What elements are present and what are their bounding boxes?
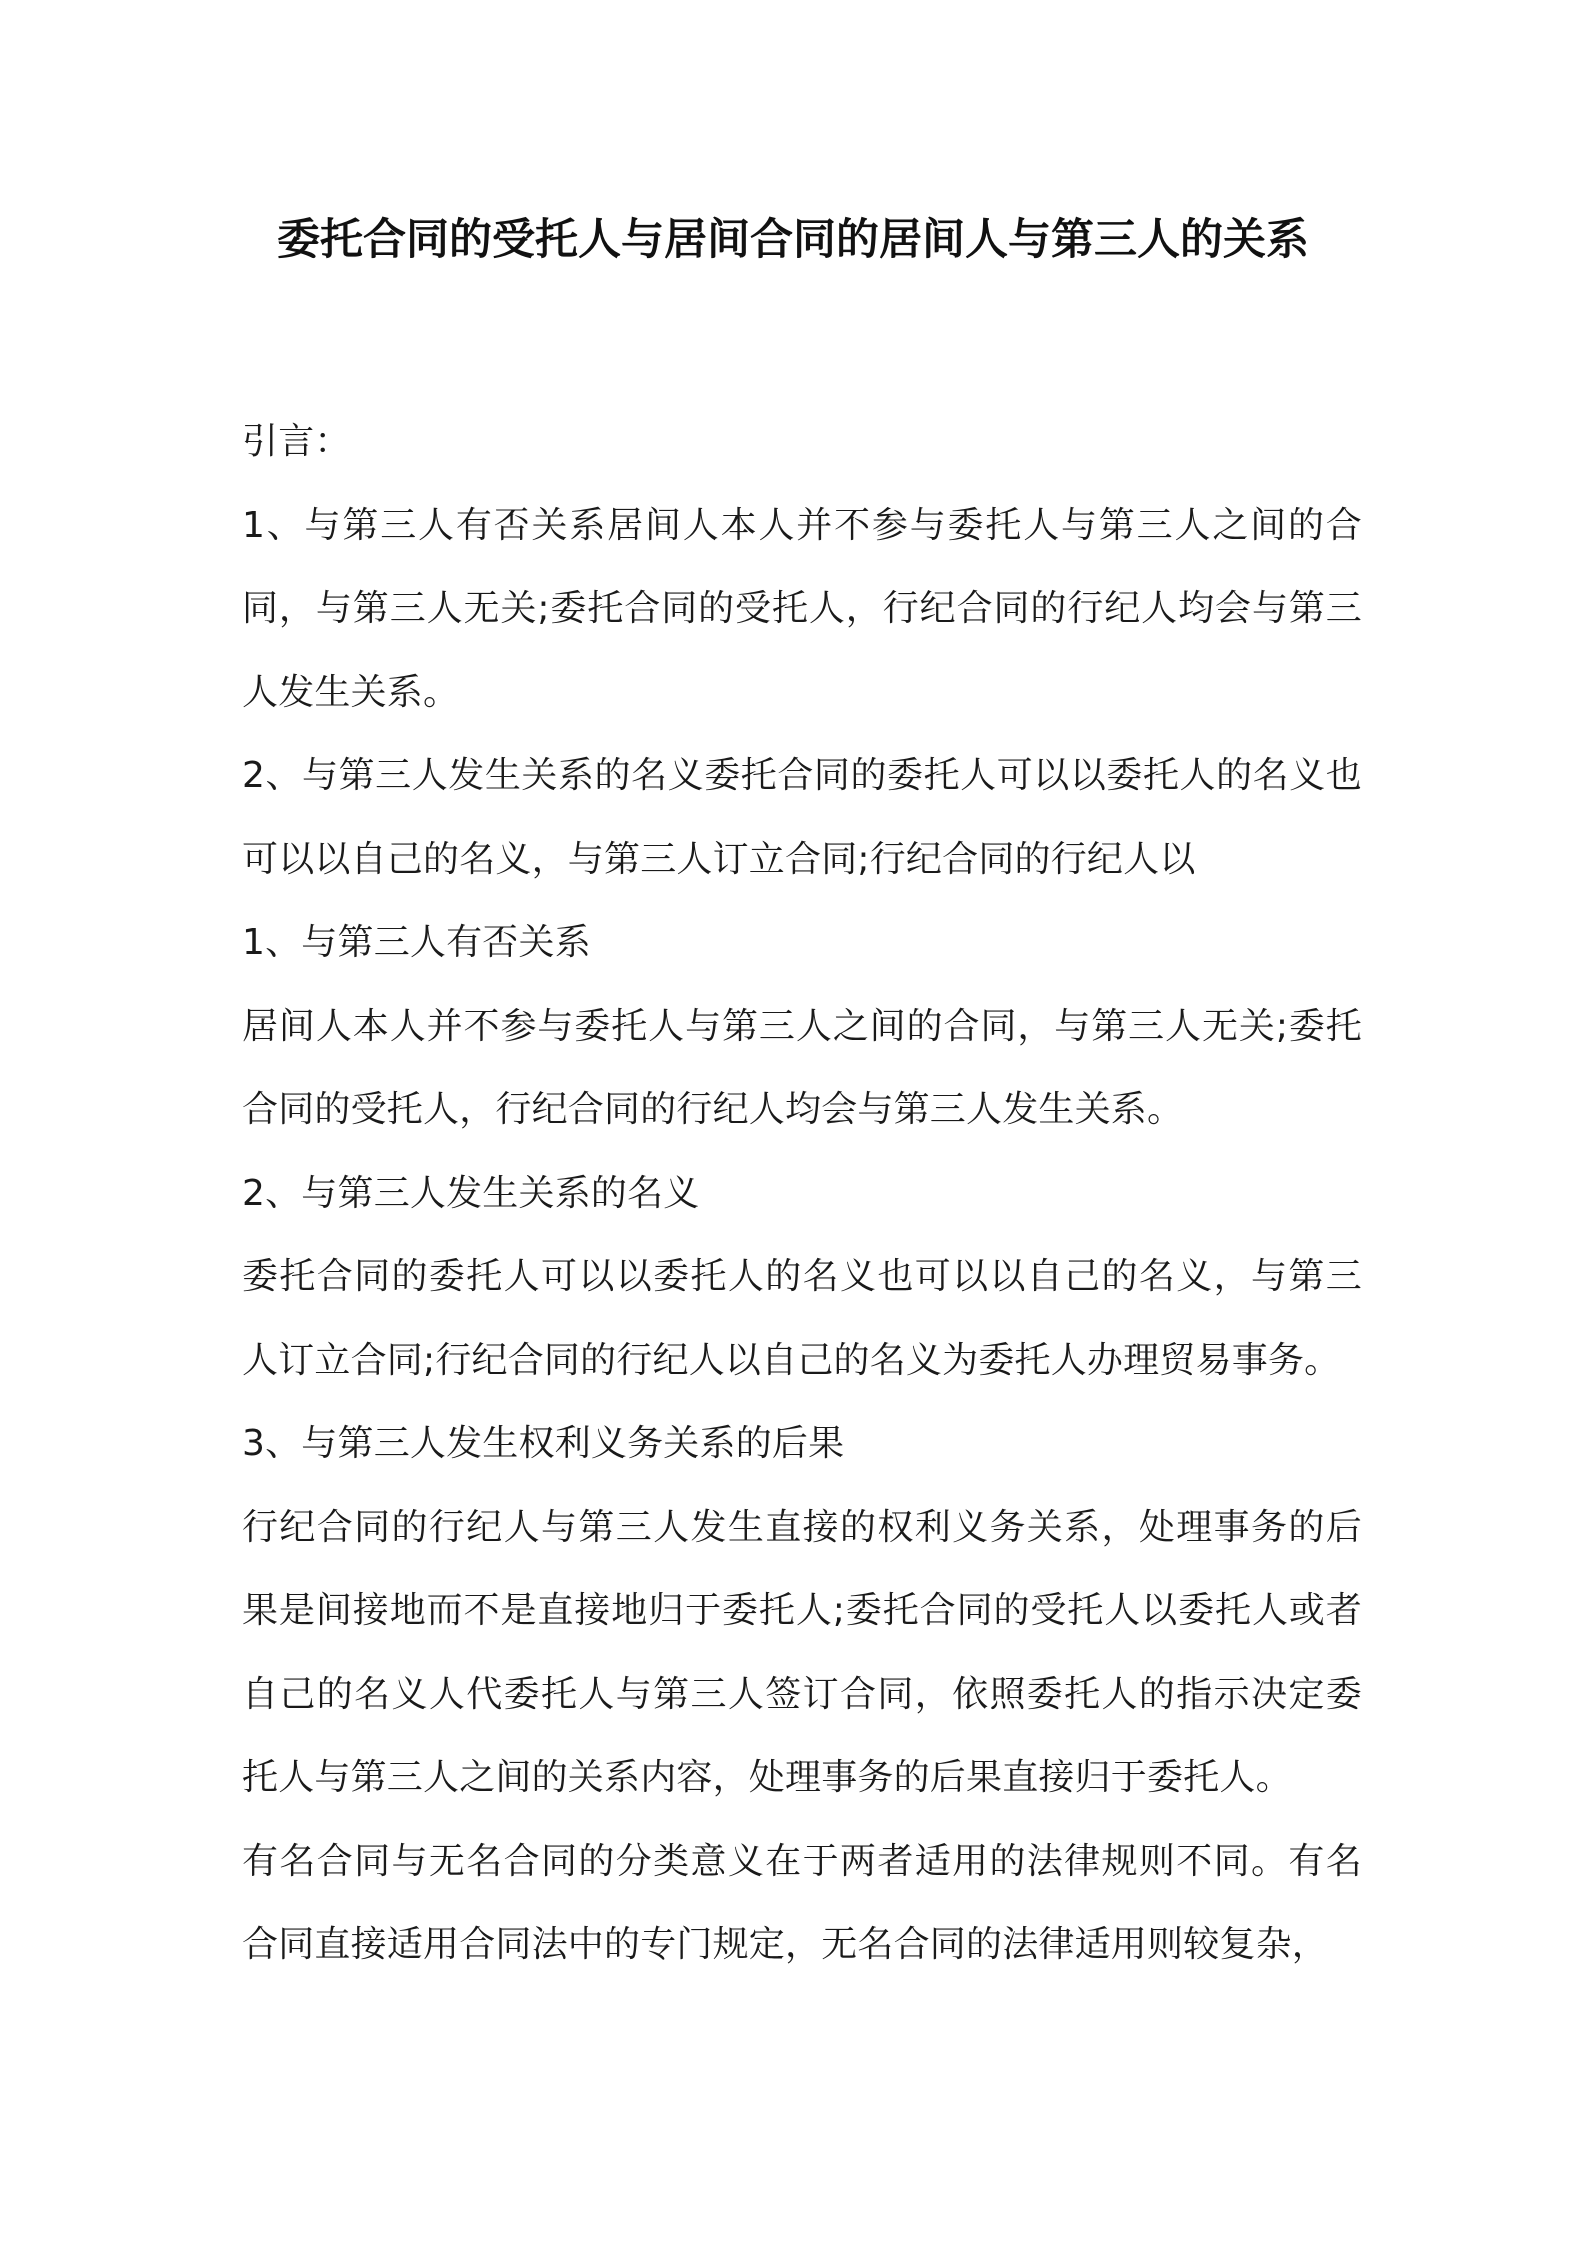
section-body-1: 居间人本人并不参与委托人与第三人之间的合同，与第三人无关;委托合同的受托人，行纪合同的行纪人均会与第三人发生关系。 — [242, 1005, 1362, 1130]
section-body-2: 委托合同的委托人可以以委托人的名义也可以以自己的名义，与第三人订立合同;行纪合同的行纪人以自己的名义为委托人办理贸易事务。 — [242, 1256, 1362, 1381]
section-body-3: 行纪合同的行纪人与第三人发生直接的权利义务关系，处理事务的后果是间接地而不是直接地归于委托人;委托合同的受托人以委托人或者自己的名义人代委托人与第三人签订合同，依照委托人的指示决定委托人与第三人之间的关系内容，处理事务的后果直接归于委托人。 — [242, 1506, 1362, 1798]
paragraph-summary-1: 1、与第三人有否关系居间人本人并不参与委托人与第三人之间的合同，与第三人无关;委托合同的受托人，行纪合同的行纪人均会与第三人发生关系。 — [242, 504, 1362, 713]
paragraph-summary-2: 2、与第三人发生关系的名义委托合同的委托人可以以委托人的名义也可以以自己的名义，与第三人订立合同;行纪合同的行纪人以 — [242, 755, 1362, 880]
intro-label: 引言： — [242, 421, 351, 462]
section-heading-1: 1、与第三人有否关系 — [242, 922, 591, 963]
section-heading-2: 2、与第三人发生关系的名义 — [242, 1172, 700, 1214]
closing-paragraph: 有名合同与无名合同的分类意义在于两者适用的法律规则不同。有名合同直接适用合同法中的专门规定，无名合同的法律适用则较复杂， — [242, 1840, 1362, 1965]
document-body — [242, 400, 1362, 1987]
section-heading-3: 3、与第三人发生权利义务关系的后果 — [242, 1423, 845, 1464]
document-title: 委托合同的受托人与居间合同的居间人与第三人的关系 — [277, 215, 1309, 265]
